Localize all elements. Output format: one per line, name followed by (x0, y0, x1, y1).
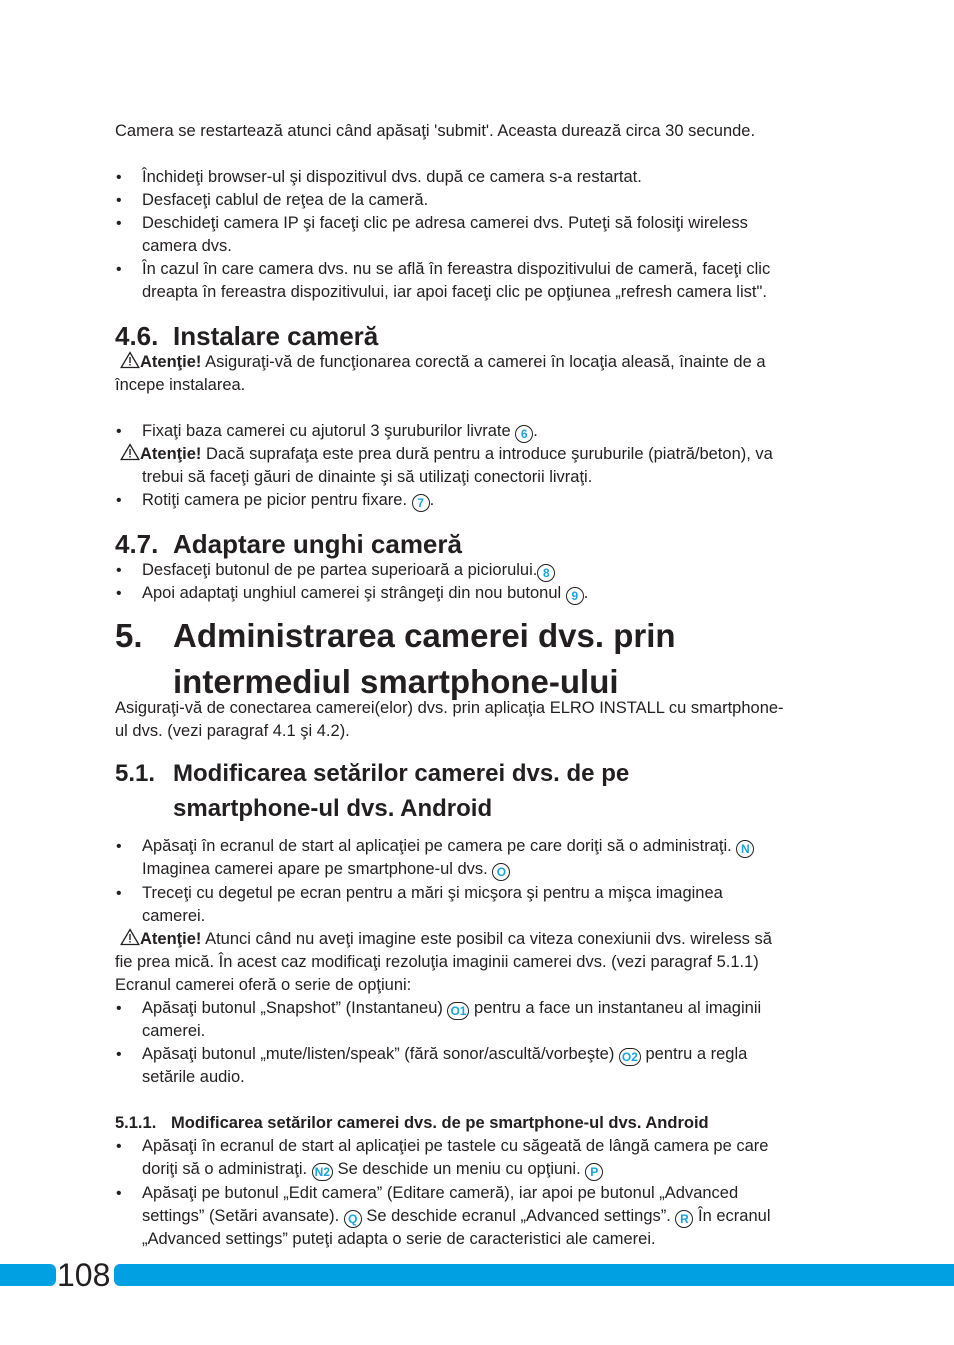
bullet: • (116, 192, 122, 209)
list-item-continuation (142, 1205, 771, 1228)
bullet: • (116, 1138, 122, 1155)
paragraph-continuation: ul dvs. (vezi paragraf 4.1 şi 4.2). (115, 722, 350, 740)
section-heading-4-6 (115, 321, 378, 351)
bullet: • (116, 1000, 122, 1017)
figure-ref-badge: O (492, 863, 510, 881)
list-item-continuation: setările audio. (142, 1068, 245, 1086)
list-item-continuation (142, 858, 510, 881)
warning-note (120, 928, 772, 951)
list-item (142, 835, 754, 858)
warning-label: Atenţie! (140, 445, 202, 463)
bullet: • (116, 215, 122, 232)
warning-label: Atenţie! (140, 930, 202, 948)
section-title-line2: smartphone-ul dvs. Android (173, 795, 493, 822)
list-item-text: În ecranul (693, 1207, 771, 1225)
page-number: 108 (57, 1257, 111, 1293)
list-item: Apăsaţi pe butonul „Edit camera” (Editare cameră), iar apoi pe butonul „Advanced (142, 1184, 739, 1202)
list-item: Închideţi browser-ul şi dispozitivul dvs. după ce camera s-a restartat. (142, 168, 642, 186)
bullet: • (116, 492, 122, 509)
warning-note (120, 443, 773, 466)
warning-text: Atunci când nu aveţi imagine este posibil ca viteza conexiunii dvs. wireless să (201, 930, 772, 948)
list-item-text: Desfaceţi butonul de pe partea superioară a piciorului. (142, 561, 538, 579)
paragraph: Asiguraţi-vă de conectarea camerei(elor) dvs. prin aplicaţia ELRO INSTALL cu smartphone- (115, 699, 784, 717)
list-item-continuation: „Advanced settings” puteţi adapta o serie de caracteristici ale camerei. (142, 1230, 656, 1248)
list-item: Treceţi cu degetul pe ecran pentru a mări şi micşora şi pentru a mişca imaginea (142, 884, 723, 902)
figure-ref-badge: Q (344, 1210, 362, 1228)
list-item (142, 489, 434, 512)
list-item-continuation (142, 1158, 603, 1181)
list-item (142, 582, 588, 605)
bullet: • (116, 169, 122, 186)
footer-bar (0, 1264, 954, 1286)
bullet: • (116, 261, 122, 278)
list-item-text: Fixaţi baza camerei cu ajutorul 3 şuruburilor livrate (142, 422, 516, 440)
warning-text: Asiguraţi-vă de funcţionarea corectă a camerei în locaţia aleasă, înainte de a (201, 353, 766, 371)
chapter-heading-5 (115, 613, 676, 659)
chapter-title-line1: Administrarea camerei dvs. prin (173, 617, 676, 654)
section-number: 4.7. (115, 529, 159, 559)
section-number: 5.1. (115, 760, 156, 787)
figure-ref-badge: P (585, 1163, 603, 1181)
figure-ref-badge: O1 (447, 1002, 469, 1020)
bullet: • (116, 585, 122, 602)
section-heading-5-1 (115, 756, 629, 792)
list-item-text: pentru a regla (640, 1045, 748, 1063)
list-item-end: . (429, 491, 435, 509)
bullet: • (116, 885, 122, 902)
warning-text-continuation: începe instalarea. (115, 376, 246, 394)
subsection-heading-5-1-1 (115, 1112, 709, 1135)
list-item-end: . (583, 584, 589, 602)
list-item-text: Apoi adaptaţi unghiul camerei şi strângeţi din nou butonul (142, 584, 566, 602)
warning-text-continuation: fie prea mică. În acest caz modificaţi rezoluţia imaginii camerei dvs. (vezi paragraf 5.1.1) (115, 953, 759, 971)
list-item (142, 420, 538, 443)
list-item-text: Rotiţi camera pe picior pentru fixare. (142, 491, 412, 509)
list-item (142, 1043, 747, 1066)
bullet: • (116, 562, 122, 579)
paragraph: Ecranul camerei oferă o serie de opţiuni: (115, 976, 412, 994)
warning-label: Atenţie! (140, 353, 202, 371)
bullet: • (116, 838, 122, 855)
list-item-continuation: dreapta în fereastra dispozitivului, iar apoi faceţi clic pe opţiunea „refresh camera list". (142, 283, 767, 301)
warning-triangle-icon (120, 351, 140, 369)
intro-text: Camera se restartează atunci când apăsaţi 'submit'. Aceasta durează circa 30 secunde. (115, 122, 756, 140)
list-item-end: . (533, 422, 538, 440)
list-item: Desfaceţi cablul de reţea de la cameră. (142, 191, 429, 209)
warning-triangle-icon (120, 443, 140, 461)
list-item: Apăsaţi în ecranul de start al aplicaţiei pe tastele cu săgeată de lângă camera pe care (142, 1137, 769, 1155)
list-item-text: pentru a face un instantaneu al imaginii (469, 999, 762, 1017)
list-item-continuation: camerei. (142, 907, 206, 925)
list-item-text: doriţi să o administraţi. (142, 1160, 312, 1178)
chapter-number: 5. (115, 617, 143, 654)
subsection-number: 5.1.1. (115, 1114, 157, 1132)
figure-ref-badge: N2 (312, 1163, 333, 1181)
section-title-line1: Modificarea setărilor camerei dvs. de pe (173, 760, 630, 787)
list-item-continuation: camera dvs. (142, 237, 232, 255)
list-item-text: Imaginea camerei apare pe smartphone-ul dvs. (142, 860, 493, 878)
list-item (142, 997, 761, 1020)
figure-ref-badge: 9 (566, 587, 584, 605)
bullet: • (116, 1185, 122, 1202)
figure-ref-badge: 6 (515, 425, 533, 443)
list-item-text: Apăsaţi butonul „mute/listen/speak” (fără sonor/ascultă/vorbeşte) (142, 1045, 619, 1063)
figure-ref-badge: O2 (619, 1048, 641, 1066)
bullet: • (116, 423, 122, 440)
list-item-continuation: camerei. (142, 1022, 206, 1040)
subsection-title: Modificarea setărilor camerei dvs. de pe smartphone-ul dvs. Android (171, 1114, 709, 1132)
page-number-bracket-right (114, 1264, 120, 1286)
warning-text-continuation: trebui să faceţi găuri de dinainte şi să utilizaţi conectorii livraţi. (142, 468, 593, 486)
list-item: În cazul în care camera dvs. nu se află în fereastra dispozitivului de cameră, faceţi clic (142, 260, 771, 278)
figure-ref-badge: 8 (537, 564, 555, 582)
list-item (142, 559, 555, 582)
figure-ref-badge: R (675, 1210, 693, 1228)
bullet: • (116, 1046, 122, 1063)
list-item-text: Se deschide un meniu cu opţiuni. (333, 1160, 586, 1178)
figure-ref-badge: 7 (412, 494, 430, 512)
warning-text: Dacă suprafaţa este prea dură pentru a introduce şuruburile (piatră/beton), va (201, 445, 773, 463)
section-title: Adaptare unghi cameră (173, 529, 462, 559)
warning-note (120, 351, 766, 374)
section-number: 4.6. (115, 321, 159, 351)
list-item-text: Se deschide ecranul „Advanced settings”. (361, 1207, 676, 1225)
list-item-text: settings” (Setări avansate). (142, 1207, 344, 1225)
list-item-text: Apăsaţi în ecranul de start al aplicaţiei pe camera pe care doriţi să o administraţi. (142, 837, 737, 855)
figure-ref-badge: N (736, 840, 754, 858)
section-heading-4-7 (115, 529, 462, 559)
warning-triangle-icon (120, 928, 140, 946)
section-title: Instalare cameră (173, 321, 379, 351)
list-item: Deschideţi camera IP şi faceţi clic pe adresa camerei dvs. Puteţi să folosiţi wireless (142, 214, 748, 232)
list-item-text: Apăsaţi butonul „Snapshot” (Instantaneu) (142, 999, 448, 1017)
chapter-title-line2: intermediul smartphone-ului (173, 663, 619, 700)
page-number-bracket-left (50, 1264, 56, 1286)
